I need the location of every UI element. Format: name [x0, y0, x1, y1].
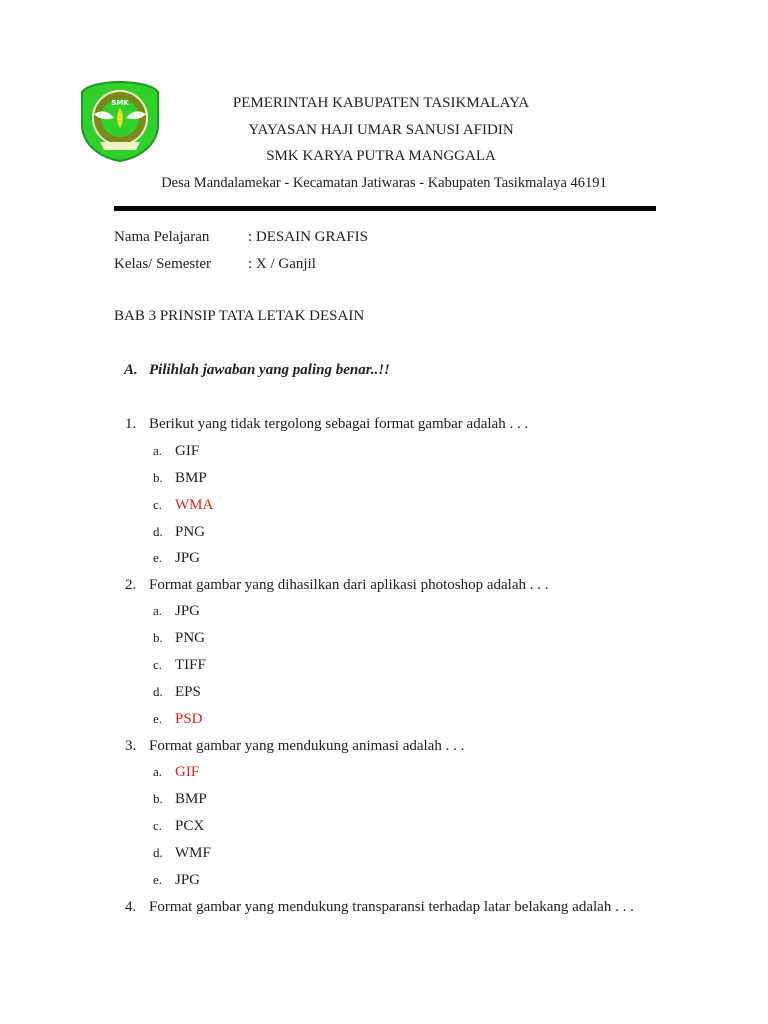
option-letter: e. — [153, 872, 163, 887]
header-line-government: PEMERINTAH KABUPATEN TASIKMALAYA — [232, 95, 530, 111]
header-line-foundation: YAYASAN HAJI UMAR SANUSI AFIDIN — [248, 122, 514, 138]
option-letter: a. — [153, 764, 163, 779]
option — [153, 817, 204, 835]
option-text: JPG — [175, 550, 201, 566]
class-value: : X / Ganjil — [248, 256, 316, 272]
option — [153, 602, 200, 620]
option-text: JPG — [175, 872, 201, 888]
subject-label: Nama Pelajaran — [114, 229, 210, 245]
option-letter: d. — [153, 684, 163, 699]
option-letter: d. — [153, 524, 163, 539]
option-text: JPG — [175, 603, 201, 619]
question-4 — [125, 898, 634, 916]
question-text: Format gambar yang dihasilkan dari aplikasi photoshop adalah . . . — [149, 577, 549, 593]
instruction — [124, 362, 390, 379]
option — [153, 790, 207, 808]
option-letter: a. — [153, 603, 163, 618]
option-correct — [153, 763, 199, 781]
option-text: EPS — [175, 684, 201, 700]
question-text: Berikut yang tidak tergolong sebagai format gambar adalah . . . — [149, 416, 529, 432]
question-text: Format gambar yang mendukung transparansi terhadap latar belakang adalah . . . — [149, 899, 634, 915]
option — [153, 844, 211, 862]
option-text: PNG — [175, 524, 206, 540]
header-divider — [114, 206, 656, 211]
option-text: PSD — [175, 711, 203, 727]
class-row — [114, 255, 316, 273]
option-letter: a. — [153, 443, 163, 458]
option — [153, 629, 205, 647]
option — [153, 442, 199, 460]
option-letter: c. — [153, 657, 163, 672]
option — [153, 469, 207, 487]
option-text: PNG — [175, 630, 206, 646]
option-correct — [153, 710, 203, 728]
instruction-text: Pilihlah jawaban yang paling benar..!! — [149, 362, 390, 378]
option-letter: d. — [153, 845, 163, 860]
option-letter: b. — [153, 630, 163, 645]
option-text: WMA — [175, 497, 214, 513]
option-letter: e. — [153, 550, 163, 565]
instruction-letter: A. — [124, 362, 138, 378]
option-correct — [153, 496, 213, 514]
option-text: GIF — [175, 443, 200, 459]
option — [153, 871, 200, 889]
option-text: TIFF — [175, 657, 206, 673]
option-letter: b. — [153, 470, 163, 485]
option-letter: e. — [153, 711, 163, 726]
question-number: 4. — [125, 899, 137, 915]
header-address: Desa Mandalamekar - Kecamatan Jatiwaras - Kabupaten Tasikmalaya 46191 — [161, 175, 607, 191]
option — [153, 656, 206, 674]
question-3 — [125, 737, 464, 755]
option-text: BMP — [175, 470, 207, 486]
logo-text: SMK — [111, 99, 129, 107]
option-letter: b. — [153, 791, 163, 806]
question-number: 3. — [125, 738, 137, 754]
option — [153, 523, 205, 541]
option — [153, 683, 201, 701]
option-text: GIF — [175, 764, 200, 780]
header-line-school: SMK KARYA PUTRA MANGGALA — [266, 148, 496, 164]
question-1 — [125, 415, 528, 433]
option-letter: c. — [153, 497, 163, 512]
subject-value: : DESAIN GRAFIS — [248, 229, 369, 245]
question-2 — [125, 576, 549, 594]
option-letter: c. — [153, 818, 163, 833]
chapter-title: BAB 3 PRINSIP TATA LETAK DESAIN — [114, 308, 365, 324]
option — [153, 549, 200, 567]
option-text: WMF — [175, 845, 211, 861]
option-text: BMP — [175, 791, 207, 807]
question-number: 1. — [125, 416, 137, 432]
question-number: 2. — [125, 577, 137, 593]
class-label: Kelas/ Semester — [114, 256, 212, 272]
option-text: PCX — [175, 818, 205, 834]
subject-row — [114, 228, 368, 246]
question-text: Format gambar yang mendukung animasi adalah . . . — [149, 738, 465, 754]
